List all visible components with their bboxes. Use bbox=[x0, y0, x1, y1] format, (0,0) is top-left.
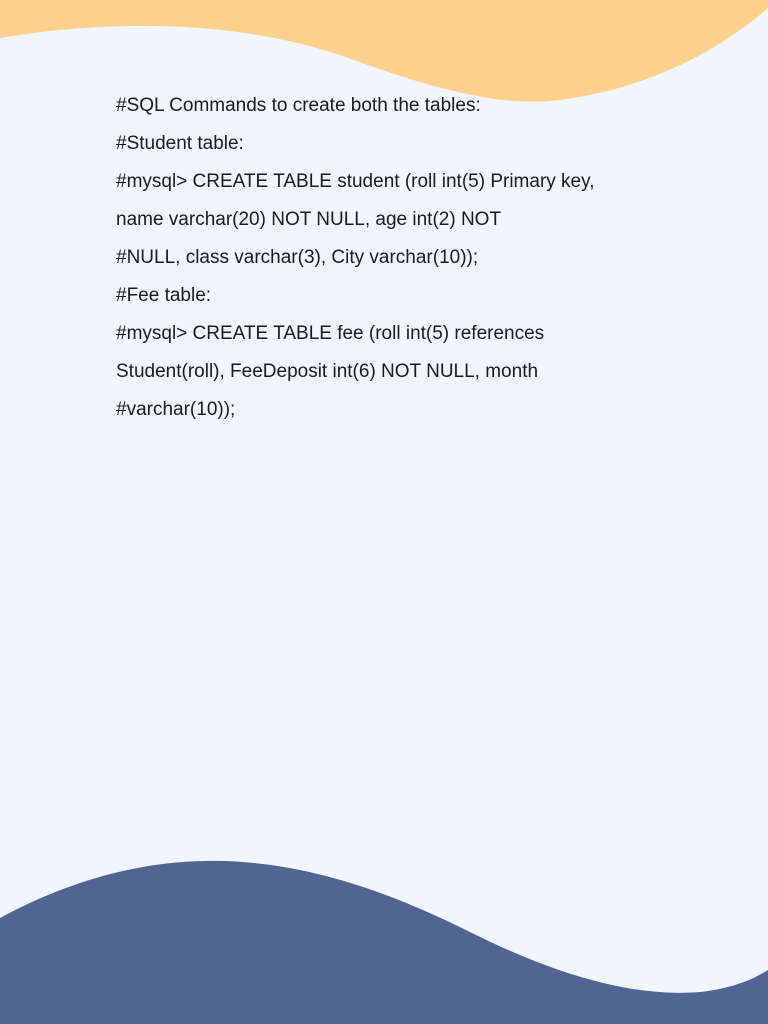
text-line: #NULL, class varchar(3), City varchar(10)); bbox=[116, 247, 479, 268]
text-line: #mysql> CREATE TABLE student (roll int(5) Primary key, bbox=[116, 171, 595, 192]
text-line: name varchar(20) NOT NULL, age int(2) NOT bbox=[116, 209, 502, 230]
text-line: #Student table: bbox=[116, 133, 244, 154]
text-line: #mysql> CREATE TABLE fee (roll int(5) references bbox=[116, 323, 545, 344]
bottom-wave-shape bbox=[0, 861, 768, 1024]
text-line: #varchar(10)); bbox=[116, 399, 236, 420]
sql-text-block bbox=[116, 87, 676, 429]
bottom-wave-decoration bbox=[0, 850, 768, 1024]
text-line: #SQL Commands to create both the tables: bbox=[116, 95, 481, 116]
text-line: Student(roll), FeeDeposit int(6) NOT NULL, month bbox=[116, 361, 539, 382]
text-line: #Fee table: bbox=[116, 285, 212, 306]
